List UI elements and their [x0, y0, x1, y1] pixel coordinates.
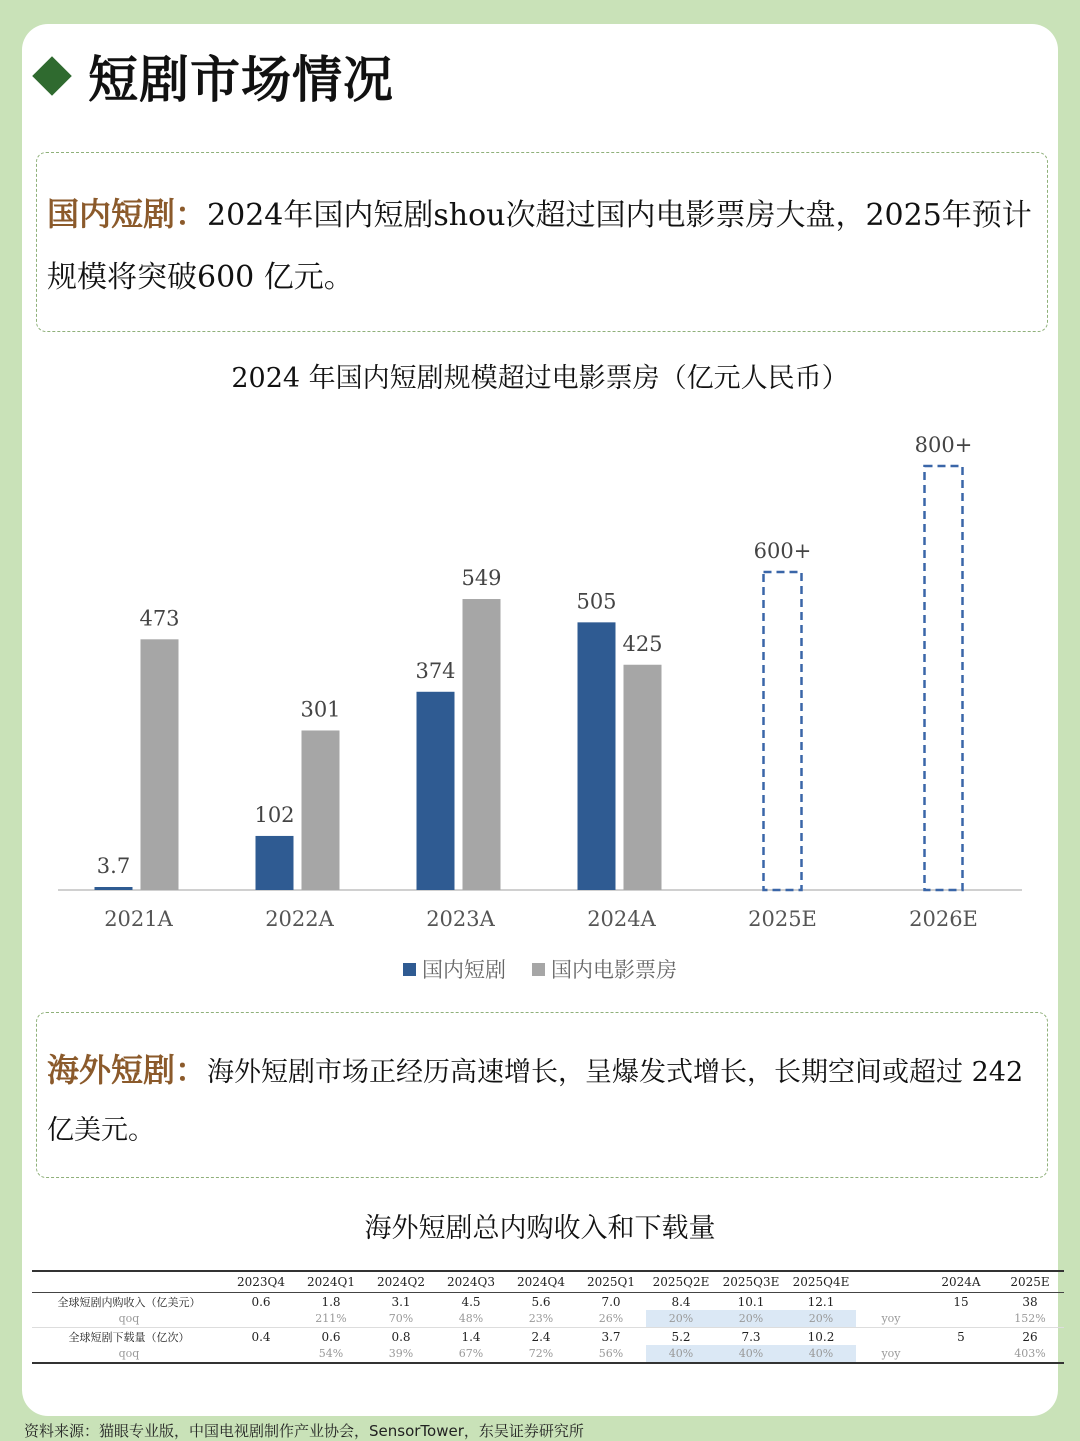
table-title: 海外短剧总内购收入和下载量	[364, 1213, 716, 1244]
table-cell: 7.3	[741, 1329, 761, 1344]
table-cell: 40%	[716, 1345, 786, 1363]
table-cell: 211%	[296, 1310, 366, 1328]
table-cell: 38	[1022, 1294, 1038, 1309]
table-cell: qoq	[118, 1347, 140, 1360]
domestic-text: 2024年国内短剧shou次超过国内电影票房大盘，2025年预计规模将突破600 亿元。	[47, 198, 1032, 295]
table-header-cell: 2025E	[996, 1271, 1064, 1293]
projected-bar-label: 600+	[753, 539, 812, 563]
table-cell: 39%	[388, 1347, 414, 1360]
table-header-cell: 2024Q3	[436, 1271, 506, 1293]
table-cell: 26	[1022, 1329, 1038, 1344]
table-cell: 全球短剧内购收入（亿美元）	[57, 1295, 201, 1309]
table-cell: 20%	[716, 1310, 786, 1328]
table-header-cell: 2025Q1	[576, 1271, 646, 1293]
overseas-data-table	[32, 1270, 1064, 1364]
bar-data-label: 102	[254, 802, 295, 827]
table-cell: 10.2	[807, 1329, 835, 1344]
table-cell: 20%	[646, 1310, 716, 1328]
table-header-row	[32, 1271, 1064, 1293]
bar-box-office	[141, 639, 179, 890]
table-cell: 0.4	[251, 1329, 271, 1344]
legend-label-domestic: 国内短剧	[422, 958, 506, 982]
table-cell: 10.1	[737, 1294, 765, 1309]
x-tick-label: 2026E	[909, 907, 978, 931]
projected-bar	[925, 466, 963, 890]
legend-item-boxoffice	[532, 954, 677, 984]
table-cell	[226, 1310, 296, 1328]
table-cell: 5.6	[531, 1294, 551, 1309]
table-cell: 72%	[528, 1347, 554, 1360]
table-cell: 403%	[1014, 1347, 1046, 1360]
table-cell: yoy	[881, 1347, 901, 1360]
table-cell: 4.5	[461, 1294, 481, 1309]
table-cell: 70%	[366, 1310, 436, 1328]
table-cell	[926, 1345, 996, 1363]
x-tick-label: 2021A	[104, 907, 173, 931]
table-row	[32, 1345, 1064, 1363]
projected-bar-label: 800+	[914, 433, 973, 457]
domestic-callout	[36, 152, 1048, 332]
section-header	[30, 44, 394, 108]
table-cell: 23%	[506, 1310, 576, 1328]
bar-data-label: 549	[461, 566, 502, 591]
domestic-lead: 国内短剧：	[47, 195, 208, 233]
overseas-callout	[36, 1012, 1048, 1178]
x-tick-label: 2022A	[265, 907, 334, 931]
table-cell	[926, 1310, 996, 1328]
table-cell: 56%	[598, 1347, 624, 1360]
table-cell	[226, 1345, 296, 1363]
table-cell: 3.7	[601, 1329, 621, 1344]
diamond-bullet-icon	[32, 56, 72, 96]
legend-label-boxoffice: 国内电影票房	[551, 958, 677, 982]
table-cell: 20%	[786, 1310, 856, 1328]
table-cell	[856, 1293, 926, 1311]
table-header-cell: 2023Q4	[226, 1271, 296, 1293]
table-cell: 48%	[436, 1310, 506, 1328]
projected-bar	[764, 572, 802, 890]
bar-data-label: 374	[415, 658, 456, 683]
table-header-cell	[856, 1271, 926, 1293]
table-cell: 26%	[576, 1310, 646, 1328]
bar-box-office	[463, 599, 501, 890]
table-cell: 1.4	[461, 1329, 481, 1344]
table-header-cell: 2024Q2	[366, 1271, 436, 1293]
table-row	[32, 1328, 1064, 1346]
overseas-lead: 海外短剧：	[47, 1051, 208, 1089]
table-header-cell: 2025Q3E	[716, 1271, 786, 1293]
table-row	[32, 1293, 1064, 1311]
bar-domestic-drama	[578, 622, 616, 890]
table-cell: 7.0	[601, 1294, 621, 1309]
table-cell: 2.4	[531, 1329, 551, 1344]
table-cell: 152%	[996, 1310, 1064, 1328]
table-header-cell: 2024Q1	[296, 1271, 366, 1293]
table-cell	[856, 1328, 926, 1346]
bar-box-office	[302, 730, 340, 890]
table-cell: 54%	[318, 1347, 344, 1360]
x-tick-label: 2024A	[587, 907, 656, 931]
table-cell: 67%	[458, 1347, 484, 1360]
table-cell: yoy	[856, 1310, 926, 1328]
table-cell: 3.1	[391, 1294, 411, 1309]
table-header-cell: 2024A	[926, 1271, 996, 1293]
bar-domestic-drama	[95, 887, 133, 890]
legend-swatch-domestic	[403, 963, 416, 976]
table-cell: 40%	[786, 1345, 856, 1363]
bar-chart-title: 2024 年国内短剧规模超过电影票房（亿元人民币）	[231, 363, 849, 394]
x-tick-label: 2025E	[748, 907, 817, 931]
table-cell: 1.8	[321, 1294, 341, 1309]
table-cell: qoq	[32, 1310, 226, 1328]
domestic-paragraph	[47, 153, 1037, 309]
bar-data-label: 425	[622, 631, 663, 656]
legend-swatch-boxoffice	[532, 963, 545, 976]
page-title: 短剧市场情况	[88, 51, 394, 109]
overseas-text: 海外短剧市场正经历高速增长，呈爆发式增长，长期空间或超过 242 亿美元。	[47, 1057, 1024, 1146]
bar-domestic-drama	[417, 692, 455, 890]
chart-legend	[0, 954, 1080, 984]
x-tick-label: 2023A	[426, 907, 495, 931]
source-note: 资料来源：猫眼专业版，中国电视剧制作产业协会，SensorTower，东吴证券研究所	[24, 1422, 584, 1440]
table-cell: 0.6	[321, 1329, 341, 1344]
table-cell: 12.1	[807, 1294, 835, 1309]
bar-data-label: 3.7	[96, 854, 131, 878]
bar-data-label: 473	[139, 606, 180, 631]
bar-domestic-drama	[256, 836, 294, 890]
table-cell: 5	[957, 1329, 965, 1344]
table-header-cell	[32, 1271, 226, 1293]
bar-chart	[40, 400, 1040, 940]
bar-box-office	[624, 665, 662, 890]
table-cell: 0.8	[391, 1329, 411, 1344]
table-header-cell: 2024Q4	[506, 1271, 576, 1293]
legend-item-domestic	[403, 954, 506, 984]
table-header-cell: 2025Q4E	[786, 1271, 856, 1293]
table-cell: 8.4	[671, 1294, 691, 1309]
overseas-paragraph	[47, 1013, 1037, 1160]
table-cell: 0.6	[251, 1294, 271, 1309]
table-row	[32, 1310, 1064, 1328]
table-cell: 全球短剧下载量（亿次）	[68, 1330, 190, 1344]
table-header-cell: 2025Q2E	[646, 1271, 716, 1293]
table-cell: 5.2	[671, 1329, 691, 1344]
table-cell: 40%	[646, 1345, 716, 1363]
bar-data-label: 301	[300, 697, 341, 722]
table-cell: 15	[953, 1294, 969, 1309]
bar-data-label: 505	[576, 589, 617, 614]
